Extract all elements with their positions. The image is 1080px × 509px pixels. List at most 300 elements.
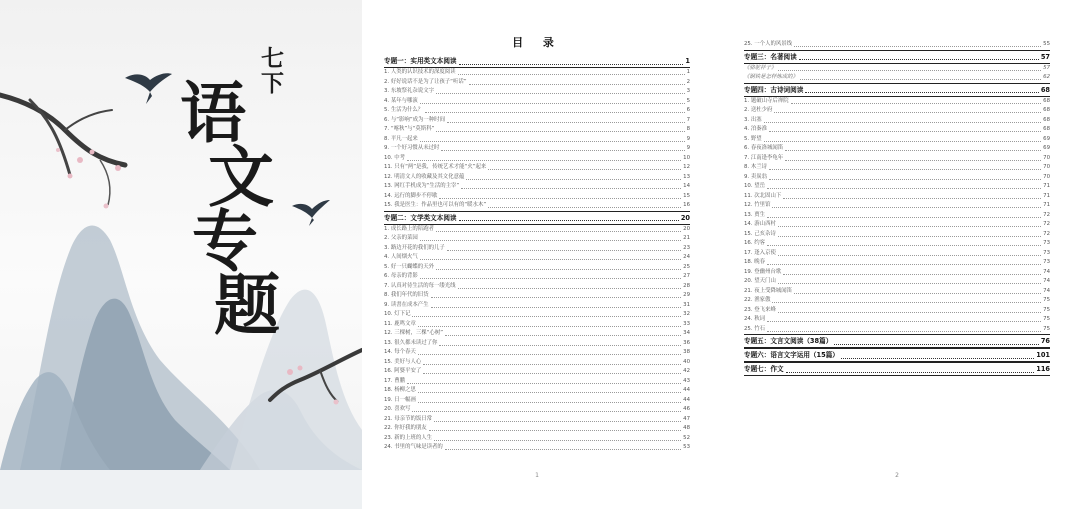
toc-entry-page: 72 bbox=[1043, 211, 1050, 218]
toc-entry-title: 7. 认真对待生活的每一缕光线 bbox=[384, 282, 456, 289]
dot-leader bbox=[778, 254, 1041, 256]
dot-leader bbox=[466, 178, 681, 180]
toc-entry-page: 75 bbox=[1043, 316, 1050, 322]
toc-entry-title: 23. 登飞来峰 bbox=[744, 306, 776, 313]
toc-entry[interactable] bbox=[384, 443, 690, 453]
toc-entry-page: 72 bbox=[1043, 221, 1050, 227]
cover-grade-label: 七下 bbox=[257, 46, 284, 96]
toc-entry[interactable] bbox=[384, 367, 690, 377]
toc-entry[interactable] bbox=[744, 258, 1050, 268]
toc-entry-title: 《钢铁是怎样炼成的》 bbox=[744, 74, 798, 80]
toc-entry-page: 71 bbox=[1043, 183, 1050, 189]
toc-entry[interactable] bbox=[744, 325, 1050, 335]
dot-leader bbox=[764, 140, 1042, 142]
toc-entry[interactable] bbox=[384, 68, 690, 78]
toc-entry[interactable] bbox=[384, 78, 690, 88]
toc-entry[interactable] bbox=[744, 144, 1050, 154]
toc-entry-page: 101 bbox=[1036, 351, 1050, 359]
toc-entry-page: 68 bbox=[1043, 97, 1050, 104]
toc-entry-page: 70 bbox=[1043, 164, 1050, 170]
toc-entry-page: 70 bbox=[1043, 154, 1050, 161]
toc-entry-page: 73 bbox=[1043, 249, 1050, 256]
toc-entry-title: 10. 中考 bbox=[384, 154, 406, 161]
toc-entry-title: 11. 次北固山下 bbox=[744, 192, 782, 199]
toc-entry-page: 44 bbox=[683, 396, 690, 403]
toc-entry-page: 21 bbox=[683, 235, 690, 241]
toc-entry-title: 13. 贾生 bbox=[744, 211, 766, 218]
dot-leader bbox=[841, 357, 1034, 359]
toc-entry-title: 16. 约客 bbox=[744, 240, 766, 246]
toc-entry-page: 71 bbox=[1043, 192, 1050, 199]
toc-entry-title: 21. 母亲节的饭日常 bbox=[384, 415, 433, 422]
toc-entry-title: 2. 送杜少府 bbox=[744, 107, 773, 113]
toc-entry-title: 25. 一个人的风景线 bbox=[744, 41, 793, 47]
toc-entry[interactable] bbox=[384, 106, 690, 116]
toc-entry-page: 74 bbox=[1043, 287, 1050, 294]
dot-leader bbox=[778, 225, 1041, 227]
toc-entry-page: 42 bbox=[683, 368, 690, 374]
dot-leader bbox=[434, 439, 681, 441]
dot-leader bbox=[778, 69, 1041, 71]
toc-entry-title: 5. 野望 bbox=[744, 135, 762, 142]
toc-entry-title: 14. 游山西村 bbox=[744, 221, 776, 227]
toc-entry-title: 9. 读書在成本产生 bbox=[384, 301, 429, 308]
toc-entry-page: 14 bbox=[683, 183, 690, 189]
dot-leader bbox=[436, 268, 681, 270]
toc-entry-title: 21. 夜上受降城闻笛 bbox=[744, 287, 793, 294]
toc-entry-page: 75 bbox=[1043, 325, 1050, 332]
dot-leader bbox=[447, 249, 681, 251]
toc-entry-page: 28 bbox=[683, 282, 690, 289]
toc-entry-title: 19. 登幽州台歌 bbox=[744, 268, 782, 275]
toc-entry[interactable] bbox=[384, 329, 690, 339]
toc-entry-title: 24. 秋词 bbox=[744, 316, 766, 322]
toc-entry[interactable] bbox=[384, 405, 690, 415]
toc-entry-page: 68 bbox=[1043, 107, 1050, 113]
dot-leader bbox=[769, 130, 1041, 132]
toc-entry[interactable] bbox=[384, 253, 690, 263]
toc-entry-page: 5 bbox=[686, 97, 690, 104]
toc-entry[interactable] bbox=[384, 125, 690, 135]
toc-entry-page: 25 bbox=[683, 263, 690, 270]
toc-entry-page: 55 bbox=[1043, 41, 1050, 47]
toc-entry[interactable] bbox=[744, 249, 1050, 259]
toc-entry-title: 14. 每个春天 bbox=[384, 349, 416, 355]
toc-entry-page: 48 bbox=[683, 425, 690, 431]
toc-entry-title: 23. 新的上班的人生 bbox=[384, 434, 433, 441]
toc-entry[interactable] bbox=[384, 291, 690, 301]
dot-leader bbox=[458, 73, 685, 75]
toc-entry-title: 专题六：语言文字运用（15篇） bbox=[744, 351, 839, 359]
toc-entry-page: 1 bbox=[685, 57, 690, 65]
toc-entry[interactable] bbox=[744, 173, 1050, 183]
dot-leader bbox=[434, 420, 681, 422]
dot-leader bbox=[767, 216, 1041, 218]
toc-entry[interactable] bbox=[744, 154, 1050, 164]
toc-entry-title: 15. 美好与人心 bbox=[384, 358, 422, 365]
toc-entry-page: 6 bbox=[686, 107, 690, 113]
dot-leader bbox=[445, 334, 681, 336]
cover-title-char: 语 bbox=[180, 74, 246, 152]
dot-leader bbox=[439, 344, 681, 346]
toc-entry[interactable] bbox=[744, 220, 1050, 230]
toc-entry-title: 4. 人间烟火气 bbox=[384, 254, 418, 260]
toc-entry-title: 8. 木兰诗 bbox=[744, 164, 768, 170]
cover-page bbox=[0, 0, 362, 509]
toc-entry[interactable] bbox=[384, 415, 690, 425]
toc-entry-page: 7 bbox=[686, 116, 690, 123]
toc-entry-page: 36 bbox=[683, 339, 690, 346]
toc-entry-title: 18. 杨柳之思 bbox=[384, 387, 416, 393]
dot-leader bbox=[772, 206, 1041, 208]
toc-entry[interactable] bbox=[744, 296, 1050, 306]
toc-entry[interactable] bbox=[744, 192, 1050, 202]
toc-entry-page: 31 bbox=[683, 301, 690, 308]
toc-entry-title: 11. 鹿鸣文章 bbox=[384, 320, 416, 327]
toc-section-heading[interactable] bbox=[744, 50, 1050, 64]
toc-entry[interactable] bbox=[384, 263, 690, 273]
toc-entry-page: 23 bbox=[683, 244, 690, 251]
toc-entry[interactable] bbox=[744, 182, 1050, 192]
dot-leader bbox=[420, 140, 685, 142]
toc-section-heading[interactable] bbox=[384, 211, 690, 225]
toc-entry-title: 4. 泊秦淮 bbox=[744, 126, 768, 132]
toc-title: 目 录 bbox=[512, 36, 562, 49]
dot-leader bbox=[767, 330, 1041, 332]
toc-entry[interactable] bbox=[744, 106, 1050, 116]
toc-entry[interactable] bbox=[384, 192, 690, 202]
dot-leader bbox=[407, 382, 681, 384]
dot-leader bbox=[418, 353, 681, 355]
toc-entry-title: 专题一：实用类文本阅读 bbox=[384, 57, 457, 65]
page-number: 2 bbox=[895, 472, 899, 479]
dot-leader bbox=[767, 320, 1041, 322]
cover-title-char: 文 bbox=[208, 138, 274, 216]
dot-leader bbox=[800, 78, 1041, 80]
dot-leader bbox=[488, 168, 681, 170]
dot-leader bbox=[469, 83, 685, 85]
toc-entry-title: 2. 父亲的菜园 bbox=[384, 235, 418, 241]
toc-entry-title: 2. 好好说话不是为了让孩子“听话” bbox=[384, 78, 467, 85]
toc-entry-page: 43 bbox=[683, 377, 690, 384]
toc-entry-page: 32 bbox=[683, 311, 690, 317]
toc-entry-page: 53 bbox=[683, 444, 690, 450]
dot-leader bbox=[423, 363, 681, 365]
toc-entry-title: 《骆驼祥子》 bbox=[744, 64, 777, 71]
dot-leader bbox=[436, 230, 681, 232]
dot-leader bbox=[772, 301, 1041, 303]
toc-entry[interactable] bbox=[384, 182, 690, 192]
dot-leader bbox=[488, 206, 681, 208]
dot-leader bbox=[785, 159, 1041, 161]
toc-entry[interactable] bbox=[384, 424, 690, 434]
toc-entry-page: 10 bbox=[683, 154, 690, 161]
toc-entry-title: 6. 春夜洛城闻笛 bbox=[744, 145, 784, 151]
toc-entry[interactable] bbox=[384, 154, 690, 164]
toc-entry-page: 68 bbox=[1040, 85, 1050, 94]
dot-leader bbox=[767, 244, 1041, 246]
toc-entry-title: 8. 我们年代的旧货 bbox=[384, 292, 429, 298]
toc-entry-page: 34 bbox=[683, 330, 690, 336]
toc-entry-title: 15. 己亥杂诗 bbox=[744, 230, 776, 237]
dot-leader bbox=[431, 306, 682, 308]
toc-entry-title: 3. 路边开花的我们的儿子 bbox=[384, 244, 445, 251]
toc-entry[interactable] bbox=[384, 201, 690, 211]
dot-leader bbox=[794, 45, 1041, 47]
toc-entry[interactable] bbox=[744, 125, 1050, 135]
dot-leader bbox=[805, 91, 1038, 93]
toc-entry-title: 14. 远行的脚步不停歇 bbox=[384, 192, 438, 199]
toc-entry[interactable] bbox=[384, 225, 690, 235]
toc-entry[interactable] bbox=[744, 116, 1050, 126]
toc-section-heading[interactable] bbox=[744, 334, 1050, 348]
dot-leader bbox=[418, 401, 681, 403]
toc-entry-title: 12. 三棵树，三棵“心树” bbox=[384, 330, 443, 336]
dot-leader bbox=[439, 197, 681, 199]
toc-entry-title: 专题七：作文 bbox=[744, 365, 784, 373]
toc-entry-page: 47 bbox=[683, 415, 690, 422]
toc-entry[interactable] bbox=[744, 64, 1050, 74]
dot-leader bbox=[412, 410, 681, 412]
dot-leader bbox=[778, 235, 1041, 237]
dot-leader bbox=[778, 282, 1041, 284]
toc-entry[interactable] bbox=[744, 135, 1050, 145]
toc-list bbox=[744, 40, 1050, 376]
dot-leader bbox=[431, 296, 682, 298]
toc-entry-title: 20. 望天门山 bbox=[744, 278, 776, 284]
toc-entry-page: 57 bbox=[1040, 52, 1050, 61]
toc-entry-title: 8. 平凡一起来 bbox=[384, 135, 418, 142]
toc-entry-page: 46 bbox=[683, 406, 690, 412]
toc-entry[interactable] bbox=[384, 310, 690, 320]
toc-entry-page: 76 bbox=[1040, 337, 1050, 345]
toc-entry-title: 18. 晚春 bbox=[744, 259, 766, 265]
dot-leader bbox=[791, 102, 1042, 104]
toc-entry[interactable] bbox=[744, 315, 1050, 325]
toc-entry[interactable] bbox=[744, 230, 1050, 240]
toc-entry-title: 9. 卖炭翁 bbox=[744, 173, 768, 180]
toc-entry[interactable] bbox=[384, 358, 690, 368]
toc-entry-title: 11. 只有“两”是我，传统艺术才能“火”起来 bbox=[384, 164, 487, 170]
toc-entry[interactable] bbox=[384, 282, 690, 292]
dot-leader bbox=[774, 111, 1041, 113]
toc-entry[interactable] bbox=[384, 434, 690, 444]
toc-entry[interactable] bbox=[384, 144, 690, 154]
toc-entry-title: 12. 竹里馆 bbox=[744, 202, 771, 208]
toc-entry[interactable] bbox=[744, 287, 1050, 297]
toc-entry-page: 68 bbox=[1043, 126, 1050, 132]
toc-entry[interactable] bbox=[384, 301, 690, 311]
toc-entry-title: 12. 明清文人的收藏及其文化意蕴 bbox=[384, 173, 465, 180]
toc-entry-page: 68 bbox=[1043, 116, 1050, 123]
toc-section-heading[interactable] bbox=[744, 348, 1050, 362]
toc-entry[interactable] bbox=[384, 396, 690, 406]
dot-leader bbox=[436, 92, 685, 94]
toc-entry-page: 9 bbox=[686, 145, 690, 151]
toc-entry-page: 9 bbox=[686, 135, 690, 142]
plum-branch-illustration bbox=[0, 95, 125, 209]
toc-entry-page: 69 bbox=[1043, 135, 1050, 142]
dot-leader bbox=[834, 343, 1039, 345]
toc-entry-page: 62 bbox=[1043, 74, 1050, 80]
toc-entry-page: 20 bbox=[683, 225, 690, 232]
toc-page-2 bbox=[744, 40, 1050, 490]
dot-leader bbox=[767, 187, 1041, 189]
cover-title bbox=[180, 74, 290, 344]
dot-leader bbox=[785, 149, 1041, 151]
toc-entry-title: 1. 成长路上的陪跑者 bbox=[384, 225, 434, 232]
swallow-bird-illustration bbox=[125, 73, 172, 104]
dot-leader bbox=[458, 287, 682, 289]
dot-leader bbox=[418, 391, 681, 393]
dot-leader bbox=[794, 292, 1041, 294]
toc-entry-page: 72 bbox=[1043, 230, 1050, 237]
dot-leader bbox=[420, 277, 681, 279]
toc-entry-page: 116 bbox=[1036, 365, 1050, 373]
dot-leader bbox=[799, 58, 1039, 60]
dot-leader bbox=[769, 168, 1041, 170]
dot-leader bbox=[783, 273, 1041, 275]
toc-entry-title: 5. 好一只蝴蝶的天外 bbox=[384, 263, 434, 270]
dot-leader bbox=[445, 448, 681, 450]
toc-entry[interactable] bbox=[744, 306, 1050, 316]
toc-entry-title: 4. 某年与哪演 bbox=[384, 97, 418, 104]
toc-entry-title: 15. 我是医生：作品里也可以有的“暖水木” bbox=[384, 202, 487, 208]
toc-entry-title: 3. 东坡祭礼杂说文字 bbox=[384, 88, 434, 94]
toc-section-heading[interactable] bbox=[744, 83, 1050, 97]
toc-entry-page: 33 bbox=[683, 320, 690, 327]
toc-entry-page: 71 bbox=[1043, 202, 1050, 208]
toc-entry-page: 69 bbox=[1043, 145, 1050, 151]
toc-entry-title: 19. 日一幅画 bbox=[384, 396, 416, 403]
toc-entry-title: 13. 很久都未读过了你 bbox=[384, 339, 438, 346]
toc-entry-title: 专题五：文言文阅读（38篇） bbox=[744, 337, 833, 345]
toc-section-heading[interactable] bbox=[384, 55, 690, 68]
dot-leader bbox=[764, 121, 1042, 123]
dot-leader bbox=[425, 111, 684, 113]
toc-entry-page: 74 bbox=[1043, 278, 1050, 284]
dot-leader bbox=[441, 149, 684, 151]
toc-entry[interactable] bbox=[384, 135, 690, 145]
toc-entry-page: 73 bbox=[1043, 259, 1050, 265]
toc-entry-page: 57 bbox=[1043, 64, 1050, 71]
toc-entry-page: 12 bbox=[683, 164, 690, 170]
toc-entry-page: 70 bbox=[1043, 173, 1050, 180]
dot-leader bbox=[767, 263, 1041, 265]
toc-entry[interactable] bbox=[384, 116, 690, 126]
toc-entry-title: 专题三：名著阅读 bbox=[744, 52, 797, 61]
toc-entry[interactable] bbox=[384, 173, 690, 183]
toc-entry-page: 16 bbox=[683, 202, 690, 208]
toc-entry-title: 16. 阿婆平安了 bbox=[384, 368, 422, 374]
toc-entry[interactable] bbox=[384, 339, 690, 349]
toc-entry[interactable] bbox=[384, 97, 690, 107]
toc-entry[interactable] bbox=[384, 163, 690, 173]
toc-page-1 bbox=[384, 36, 690, 486]
toc-entry[interactable] bbox=[384, 386, 690, 396]
toc-entry-title: 6. 母亲的背影 bbox=[384, 273, 418, 279]
toc-entry[interactable] bbox=[744, 239, 1050, 249]
toc-entry[interactable] bbox=[744, 163, 1050, 173]
toc-entry-title: 20. 喜欢写 bbox=[384, 406, 411, 412]
dot-leader bbox=[418, 325, 681, 327]
cover-title-char: 专 bbox=[192, 202, 258, 280]
toc-entry-title: 1. 题破山寺后禅院 bbox=[744, 97, 789, 104]
toc-entry-title: 10. 灯下记 bbox=[384, 311, 411, 317]
toc-entry-page: 73 bbox=[1043, 240, 1050, 246]
toc-entry[interactable] bbox=[384, 244, 690, 254]
toc-entry-page: 15 bbox=[683, 192, 690, 199]
toc-entry[interactable] bbox=[744, 211, 1050, 221]
toc-entry-page: 13 bbox=[683, 173, 690, 180]
toc-entry[interactable] bbox=[744, 97, 1050, 107]
toc-entry-page: 29 bbox=[683, 292, 690, 298]
toc-entry-page: 20 bbox=[680, 213, 690, 222]
toc-section-heading[interactable] bbox=[744, 362, 1050, 376]
toc-entry[interactable] bbox=[384, 234, 690, 244]
toc-entry-page: 8 bbox=[686, 126, 690, 132]
toc-entry[interactable] bbox=[384, 320, 690, 330]
page-number: 1 bbox=[535, 472, 539, 479]
toc-entry-title: 25. 竹石 bbox=[744, 325, 766, 332]
toc-entry[interactable] bbox=[384, 348, 690, 358]
dot-leader bbox=[778, 311, 1041, 313]
toc-entry[interactable] bbox=[744, 201, 1050, 211]
dot-leader bbox=[447, 121, 685, 123]
dot-leader bbox=[420, 258, 681, 260]
cover-title-char: 题 bbox=[214, 266, 280, 344]
toc-entry[interactable] bbox=[744, 73, 1050, 83]
toc-entry-title: 9. 一个好习惯从未过时 bbox=[384, 145, 440, 151]
toc-entry[interactable] bbox=[744, 268, 1050, 278]
dot-leader bbox=[407, 159, 681, 161]
toc-entry-page: 40 bbox=[683, 358, 690, 365]
toc-entry-page: 1 bbox=[686, 69, 690, 75]
toc-entry-page: 75 bbox=[1043, 306, 1050, 313]
toc-list bbox=[384, 55, 690, 453]
toc-entry[interactable] bbox=[384, 377, 690, 387]
toc-entry-page: 74 bbox=[1043, 268, 1050, 275]
toc-entry-page: 2 bbox=[686, 78, 690, 85]
swallow-bird-illustration bbox=[292, 200, 330, 226]
dot-leader bbox=[783, 197, 1041, 199]
dot-leader bbox=[459, 63, 684, 65]
toc-entry[interactable] bbox=[384, 87, 690, 97]
toc-entry-title: 7. 江南逢李龟年 bbox=[744, 154, 784, 161]
toc-entry-page: 75 bbox=[1043, 297, 1050, 303]
toc-entry-title: 22. 渔家傲 bbox=[744, 297, 771, 303]
toc-entry-title: 3. 出塞 bbox=[744, 116, 762, 123]
toc-entry-title: 17. 曹鹏 bbox=[384, 377, 406, 384]
toc-entry-page: 44 bbox=[683, 387, 690, 393]
dot-leader bbox=[436, 130, 684, 132]
toc-entry-title: 13. 网红手机成为“生活的主宰” bbox=[384, 183, 460, 189]
dot-leader bbox=[459, 219, 679, 221]
dot-leader bbox=[420, 102, 685, 104]
toc-entry[interactable] bbox=[384, 272, 690, 282]
toc-entry[interactable] bbox=[744, 277, 1050, 287]
toc-entry-page: 27 bbox=[683, 273, 690, 279]
dot-leader bbox=[420, 239, 681, 241]
toc-entry-title: 10. 望岳 bbox=[744, 183, 766, 189]
dot-leader bbox=[786, 371, 1035, 373]
toc-entry-title: 1. 人类的认识技术的深度阅读 bbox=[384, 69, 456, 75]
dot-leader bbox=[769, 178, 1041, 180]
toc-entry-page: 24 bbox=[683, 254, 690, 260]
toc-entry-title: 5. 生活为什么？ bbox=[384, 107, 424, 113]
toc-entry[interactable] bbox=[744, 40, 1050, 50]
dot-leader bbox=[461, 187, 681, 189]
